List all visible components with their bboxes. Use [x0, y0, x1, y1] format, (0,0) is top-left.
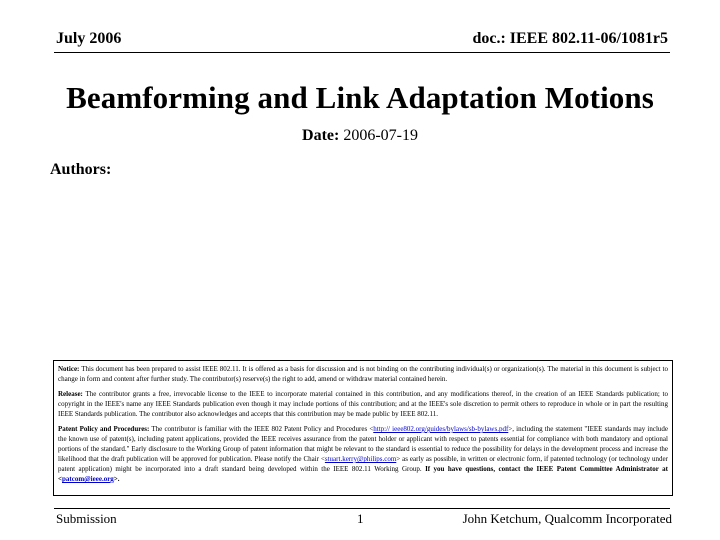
patent-label: Patent Policy and Procedures:: [58, 425, 150, 433]
notice-label: Notice:: [58, 365, 80, 373]
patent-text-1: The contributor is familiar with the IEEE 802 Patent Policy and Procedures <: [151, 425, 374, 433]
header-doc-id: doc.: IEEE 802.11-06/1081r5: [472, 30, 668, 47]
patent-text-2: >, including the statement "IEEE standards may include the known use of patent(s), including patent applications, provided the IEEE receives assurance from the patent holder or applicant with respect to patents essential for compliance with both mandatory and optional portions of the standard." Early disclosure to the Working Group of patent information that might be relevant to the standard is essential to reduce the possibility for delays in the development process and increase the likelihood that the draft publication will be approved for publication. Please notify the Chair <: [58, 425, 669, 463]
admin-email-link[interactable]: patcom@ieee.org: [62, 475, 114, 483]
date-value: 2006-07-19: [343, 127, 418, 144]
date-line: [0, 127, 720, 145]
patent-contact-sentence: If you have questions, contact the IEEE Patent Committee Administrator at <: [58, 465, 668, 483]
footer-author: John Ketchum, Qualcomm Incorporated: [462, 511, 672, 526]
ieee-notice-box: [53, 360, 673, 496]
notice-text: This document has been prepared to assist IEEE 802.11. It is offered as a basis for discussion and is not binding on the contributing individual(s) or organization(s). The material in this document is subject to change in form and content after further study. The contributor(s) reserve(s) the right to add, amend or withdraw material contained herein.: [58, 365, 669, 383]
slide-title: Beamforming and Link Adaptation Motions: [66, 80, 654, 115]
authors-label: Authors:: [50, 161, 112, 178]
footer-divider: [54, 508, 670, 509]
release-paragraph: [58, 389, 668, 419]
chair-email-link[interactable]: stuart.kerry@philips.com: [324, 455, 397, 463]
patent-text-3: > as early as possible, in written or electronic form, if patented technology (or technology under patent application) might be incorporated into a draft standard being developed within the IEEE 802.11 Working Group.: [58, 455, 668, 473]
release-text: The contributor grants a free, irrevocable license to the IEEE to incorporate material contained in this contribution, and any modifications thereof, in the creation of an IEEE Standards publication; to copyright in the IEEE's name any IEEE Standards publication even though it may include portions of this contribution; and at the IEEE's sole discretion to permit others to reproduce in whole or in part the resulting IEEE Standards publication. The contributor also acknowledges and accepts that this contribution may be made public by IEEE 802.11.: [58, 390, 668, 418]
footer-submission: Submission: [56, 511, 117, 526]
release-label: Release:: [58, 390, 83, 398]
date-label: Date:: [302, 127, 340, 144]
footer-page-number: 1: [357, 511, 364, 526]
notice-paragraph: [58, 364, 668, 384]
patent-end: >.: [113, 475, 120, 483]
patent-paragraph: [58, 424, 668, 484]
header-date: July 2006: [56, 30, 122, 47]
patent-policy-link[interactable]: http:// ieee802.org/guides/bylaws/sb-bylaws.pdf: [373, 425, 509, 433]
header-divider: [54, 52, 670, 53]
